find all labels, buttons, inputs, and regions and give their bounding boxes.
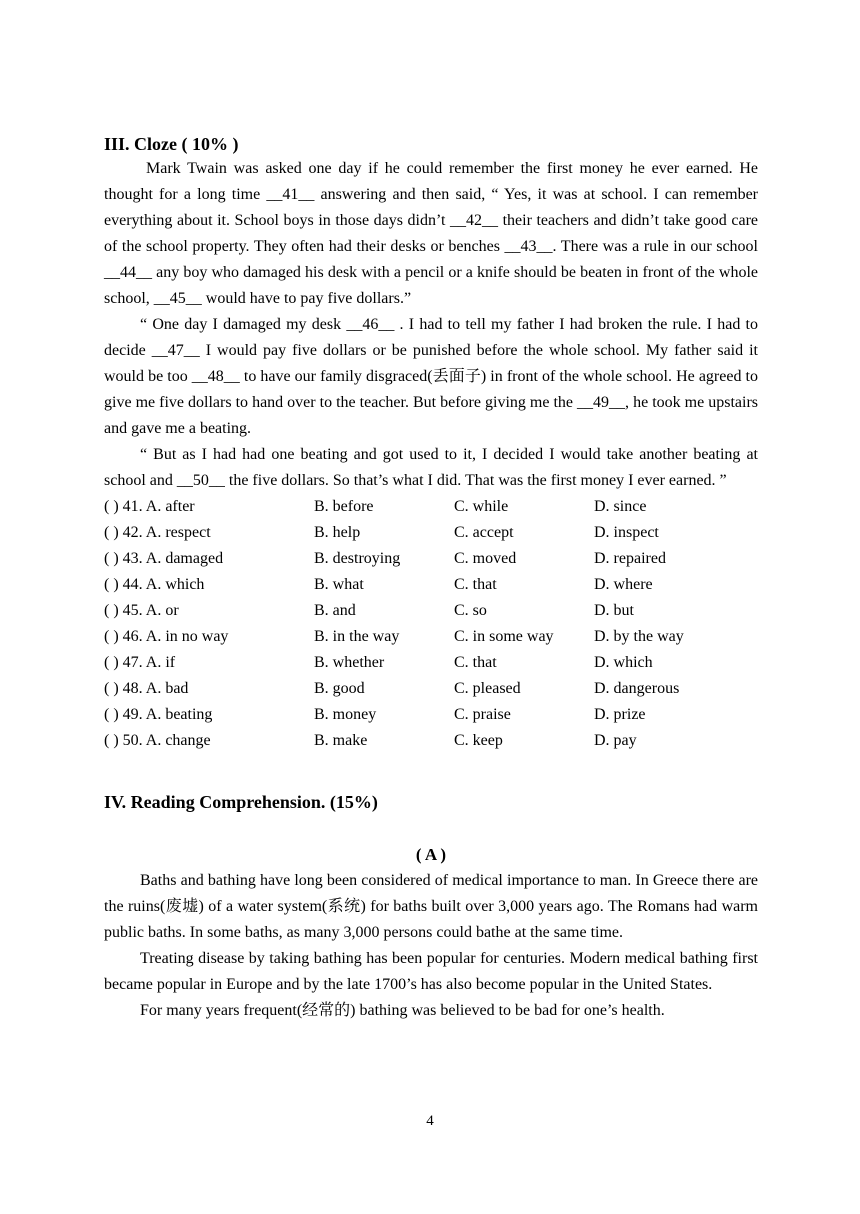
option-b: B. in the way [314,628,400,645]
option-a: ( ) 45. A. or [104,602,179,619]
option-d: D. pay [594,732,637,749]
option-d: D. repaired [594,550,666,567]
option-d: D. since [594,498,647,515]
page-number: 4 [426,1113,434,1129]
option-b: B. and [314,602,356,619]
option-c: C. that [454,576,497,593]
option-row [104,598,758,624]
option-b: B. money [314,706,377,723]
option-a: ( ) 47. A. if [104,654,176,671]
option-c: C. keep [454,732,503,749]
option-c: C. pleased [454,680,521,697]
option-b: B. good [314,680,365,697]
option-b: B. destroying [314,550,401,567]
cloze-heading: III. Cloze ( 10% ) [104,134,239,154]
option-b: B. make [314,732,368,749]
option-a: ( ) 43. A. damaged [104,550,224,567]
cloze-paragraph: Mark Twain was asked one day if he could remember the first money he ever earned. He thought for a long time __41__ answering and then said, “ Yes, it was at school. I can remember everything about it. School boys in those days didn’t __42__ their teachers and didn’t take good care of the school property. They often had their desks or benches __43__. There was a rule in our school __44__ any boy who damaged his desk with a pencil or a knife should be beaten in front of the whole school, __45__ would have to pay five dollars.” [104,160,758,307]
option-d: D. which [594,654,653,671]
option-row [104,494,758,520]
option-b: B. before [314,498,374,515]
option-a: ( ) 50. A. change [104,732,211,749]
option-d: D. inspect [594,524,659,541]
option-c: C. praise [454,706,511,723]
option-b: B. whether [314,654,385,671]
document-page [104,132,758,1024]
option-a: ( ) 44. A. which [104,576,205,593]
option-row [104,624,758,650]
option-a: ( ) 42. A. respect [104,524,211,541]
option-row [104,702,758,728]
option-row [104,650,758,676]
reading-paragraph: Treating disease by taking bathing has been popular for centuries. Modern medical bathing first became popular in Europe and by the late 1700’s has also become popular in the United States. [104,950,758,993]
reading-paragraph: Baths and bathing have long been considered of medical importance to man. In Greece there are the ruins(废墟) of a water system(系统) for baths built over 3,000 years ago. The Romans had warm public baths. In some baths, as many 3,000 persons could bathe at the same time. [104,872,758,941]
reading-heading: IV. Reading Comprehension. (15%) [104,792,378,812]
option-a: ( ) 46. A. in no way [104,628,229,645]
option-c: C. accept [454,524,514,541]
option-c: C. in some way [454,628,554,645]
cloze-options [104,494,758,754]
reading-paragraph: For many years frequent(经常的) bathing was believed to be bad for one’s health. [140,1002,665,1019]
option-d: D. by the way [594,628,684,645]
cloze-paragraph: “ One day I damaged my desk __46__ . I had to tell my father I had broken the rule. I had to decide __47__ I would pay five dollars or be punished before the whole school. My father said it would be too __48__ to have our family disgraced(丢面子) in front of the whole school. He agreed to give me five dollars to hand over to the teacher. But before giving me the __49__, he took me upstairs and gave me a beating. [104,316,758,437]
option-a: ( ) 48. A. bad [104,680,189,697]
option-a: ( ) 41. A. after [104,498,195,515]
option-d: D. but [594,602,634,619]
option-d: D. dangerous [594,680,680,697]
cloze-paragraph: “ But as I had had one beating and got used to it, I decided I would take another beating at school and __50__ the five dollars. So that’s what I did. That was the first money I ever earned. ” [104,446,758,489]
option-a: ( ) 49. A. beating [104,706,213,723]
option-row [104,546,758,572]
option-d: D. prize [594,706,646,723]
option-row [104,520,758,546]
option-row [104,572,758,598]
option-d: D. where [594,576,653,593]
option-c: C. so [454,602,487,619]
option-c: C. that [454,654,497,671]
option-row [104,676,758,702]
option-c: C. while [454,498,509,515]
option-b: B. help [314,524,361,541]
option-c: C. moved [454,550,517,567]
option-row [104,728,758,754]
passage-label: ( A ) [415,845,447,864]
option-b: B. what [314,576,364,593]
